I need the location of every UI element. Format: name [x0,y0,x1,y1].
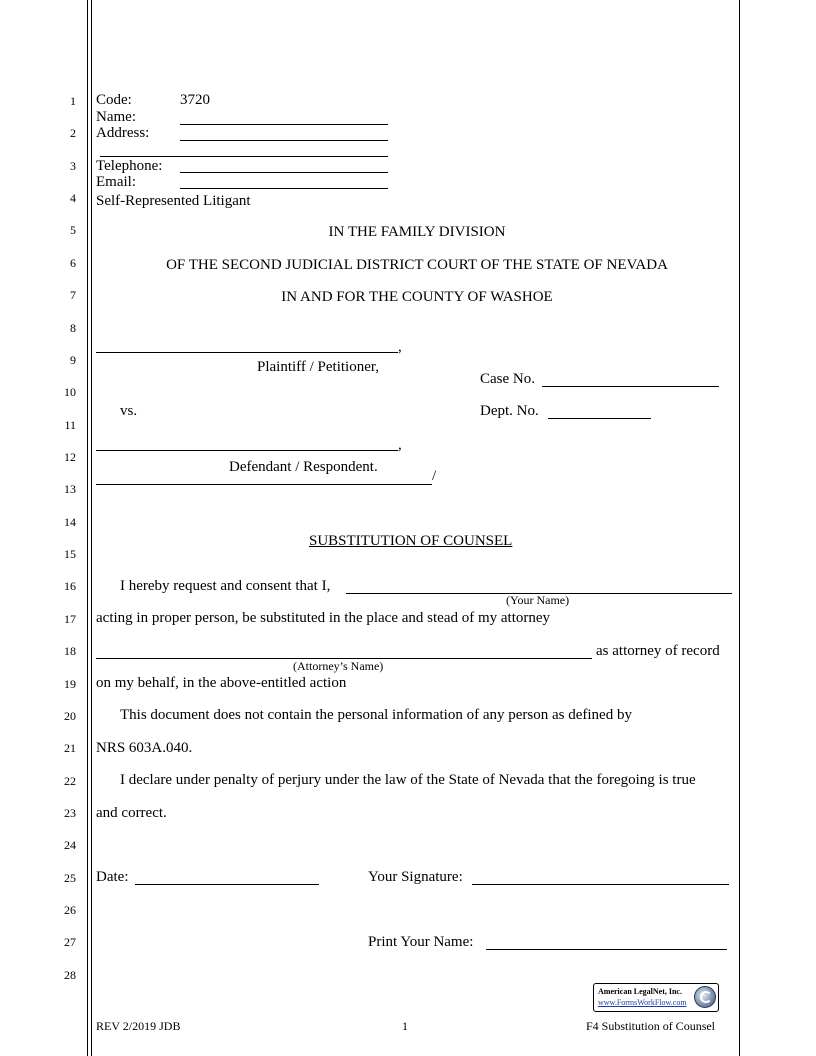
acting-text: acting in proper person, be substituted in the place and stead of my attorney [96,610,551,626]
case-no-label: Case No. [480,371,535,387]
plaintiff-label: Plaintiff / Petitioner, [257,359,380,375]
line-number: 17 [64,612,76,626]
line-number: 11 [64,418,76,432]
your-name-hint: (Your Name) [506,593,570,607]
line-number: 6 [70,256,76,270]
line-number: 4 [70,191,76,205]
correct-text: and correct. [96,805,167,821]
court-heading-line-3: IN AND FOR THE COUNTY OF WASHOE [281,289,553,305]
declare-text: I declare under penalty of perjury under the law of the State of Nevada that the foregoing is true [120,772,696,788]
attorney-of-record-text: as attorney of record [596,643,720,659]
code-value: 3720 [180,92,210,108]
line-number: 24 [64,838,76,852]
document-title: SUBSTITUTION OF COUNSEL [309,533,513,549]
email-label: Email: [96,174,136,190]
footer-form-name: F4 Substitution of Counsel [586,1019,716,1033]
line-number: 15 [64,547,76,561]
address-field-line-2[interactable] [100,156,388,157]
line-number: 10 [64,385,76,399]
line-number: 13 [64,482,76,496]
line-number: 26 [64,903,76,917]
left-margin-line-inner [91,0,92,1056]
line-number: 27 [64,935,76,949]
self-represented-litigant: Self-Represented Litigant [96,193,251,209]
footer-revision: REV 2/2019 JDB [96,1019,181,1033]
address-label: Address: [96,125,150,141]
name-label: Name: [96,109,136,125]
line-number: 14 [64,515,76,529]
line-number: 8 [70,321,76,335]
globe-icon [694,986,716,1008]
signature-field[interactable] [472,884,729,885]
defendant-name-field[interactable] [96,450,398,451]
line-number: 2 [70,126,76,140]
line-number: 1 [70,94,76,108]
logo-company-text: American LegalNet, Inc. [598,987,682,996]
code-label: Code: [96,92,132,108]
line-number: 3 [70,159,76,173]
telephone-field[interactable] [180,172,388,173]
line-number: 18 [64,644,76,658]
request-text: I hereby request and consent that I, [120,578,331,594]
court-heading-line-2: OF THE SECOND JUDICIAL DISTRICT COURT OF THE STATE OF NEVADA [166,257,668,273]
print-name-label: Print Your Name: [368,934,474,950]
line-number: 22 [64,774,76,788]
line-number: 28 [64,968,76,982]
dept-no-label: Dept. No. [480,403,539,419]
personal-info-text: This document does not contain the personal information of any person as defined by [120,707,632,723]
name-field[interactable] [180,124,388,125]
address-field[interactable] [180,140,388,141]
line-number: 21 [64,741,76,755]
american-legalnet-logo [593,983,719,1012]
left-margin-line-outer [87,0,88,1056]
line-number: 12 [64,450,76,464]
caption-slash: / [432,468,437,484]
date-field[interactable] [135,884,319,885]
defendant-comma: , [398,437,402,453]
email-field[interactable] [180,188,388,189]
plaintiff-name-field[interactable] [96,352,398,353]
line-number: 7 [70,288,76,302]
dept-no-field[interactable] [548,418,651,419]
date-label: Date: [96,869,129,885]
plaintiff-comma: , [398,339,402,355]
line-number: 5 [70,223,76,237]
logo-url-link[interactable]: www.FormsWorkFlow.com [598,998,687,1007]
line-number: 23 [64,806,76,820]
line-number: 16 [64,579,76,593]
defendant-label: Defendant / Respondent. [229,459,378,475]
line-number: 20 [64,709,76,723]
right-margin-line [739,0,740,1056]
line-number: 25 [64,871,76,885]
nrs-text: NRS 603A.040. [96,740,193,756]
attorney-name-hint: (Attorney’s Name) [293,659,384,673]
line-number: 9 [70,353,76,367]
vs-label: vs. [120,403,138,419]
court-heading-line-1: IN THE FAMILY DIVISION [328,224,506,240]
footer-page-number: 1 [402,1019,408,1033]
caption-closing-line [96,484,432,485]
case-no-field[interactable] [542,386,719,387]
line-number: 19 [64,677,76,691]
print-name-field[interactable] [486,949,727,950]
telephone-label: Telephone: [96,158,163,174]
behalf-text: on my behalf, in the above-entitled action [96,675,347,691]
your-signature-label: Your Signature: [368,869,463,885]
